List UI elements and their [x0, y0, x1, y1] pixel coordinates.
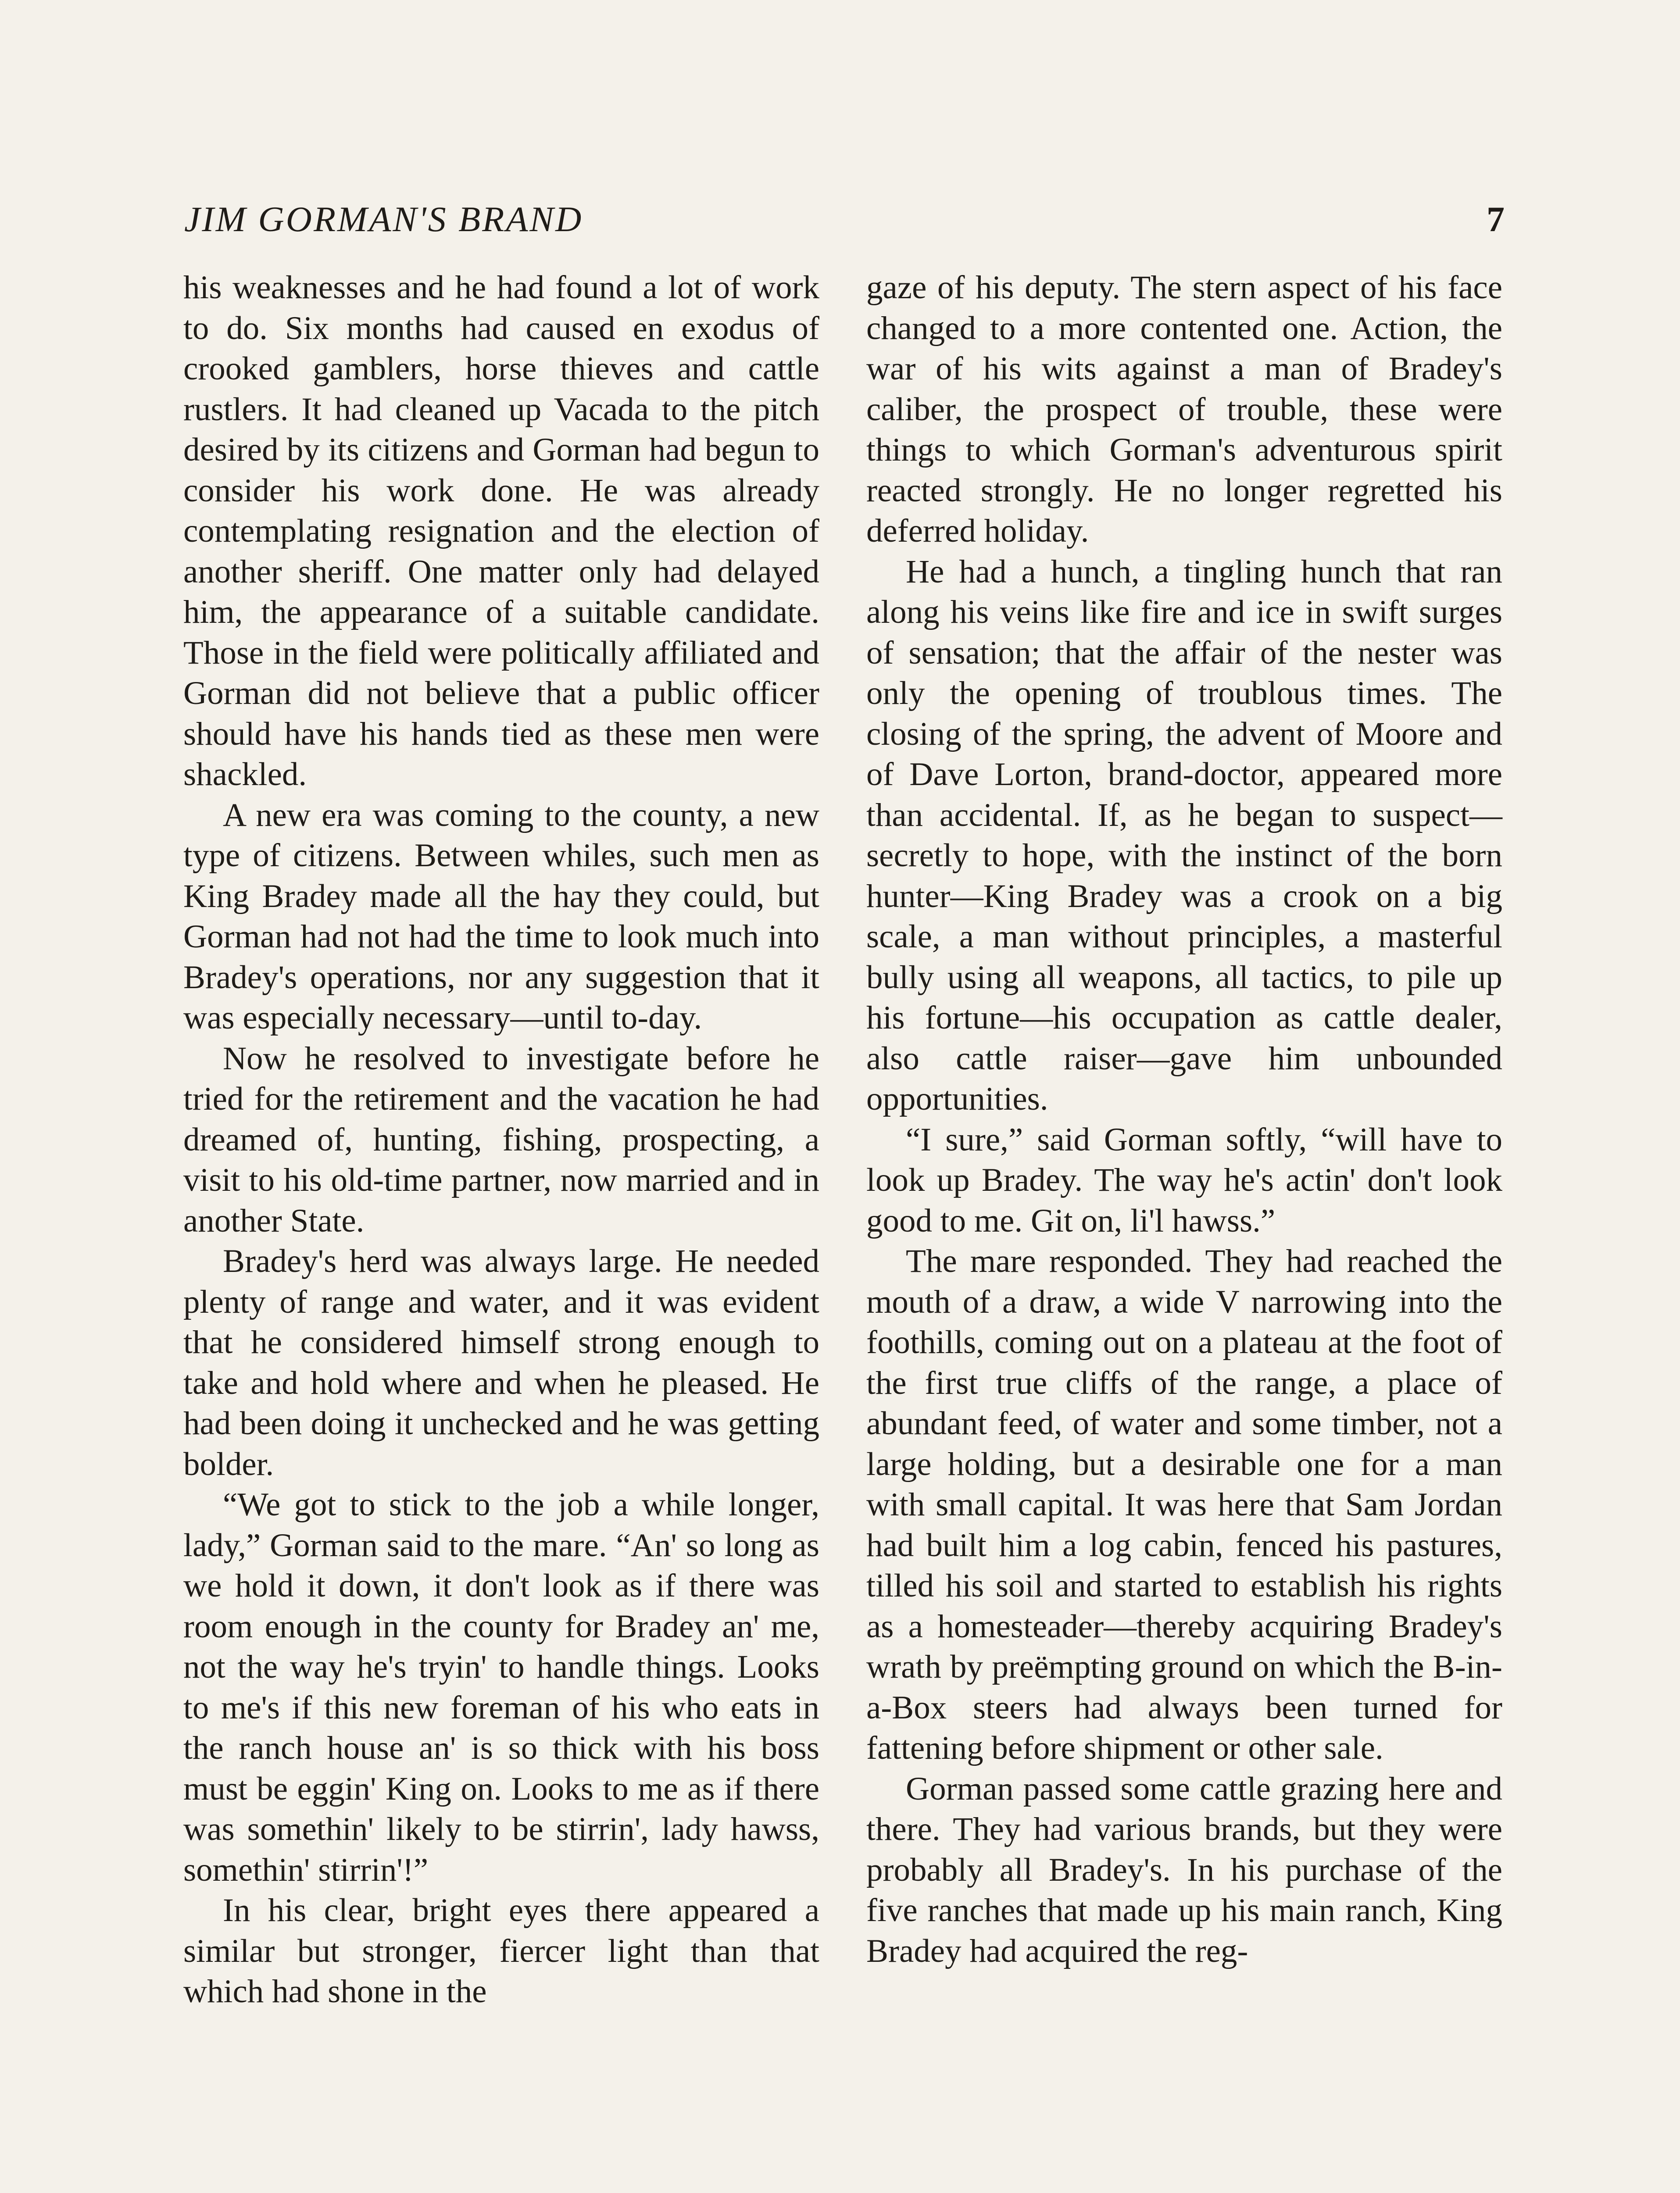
- left-column: [183, 268, 819, 2012]
- paragraph: Now he resolved to investigate before he tried for the retirement and the vacation he had dreamed of, hunting, fishing, prospecting, a visit to his old-time partner, now married and in another State.: [183, 1040, 819, 1239]
- paragraph: In his clear, bright eyes there appeared a similar but stronger, fiercer light than that which had shone in the: [183, 1892, 819, 2010]
- paragraph: Gorman passed some cattle grazing here and there. They had various brands, but they were probably all Bradey's. In his purchase of the five ranches that made up his main ranch, King Bradey had acquired the reg-: [866, 1770, 1502, 1969]
- paragraph: The mare responded. They had reached the mouth of a draw, a wide V narrowing into the foothills, coming out on a plateau at the foot of the first true cliffs of the range, a place of abundant feed, of water and some timber, not a large holding, but a desirable one for a man with small capital. It was here that Sam Jordan had built him a log cabin, fenced his pastures, tilled his soil and started to establish his rights as a homesteader—thereby acquiring Bradey's wrath by preëmpting ground on which the B-in-a-Box steers had always been turned for fattening before shipment or other sale.: [866, 1243, 1502, 1766]
- paragraph: He had a hunch, a tingling hunch that ran along his veins like fire and ice in swift surges of sensation; that the affair of the nester was only the opening of troublous times. The closing of the spring, the advent of Moore and of Dave Lorton, brand-doctor, appeared more than accidental. If, as he began to suspect—secretly to hope, with the instinct of the born hunter—King Bradey was a crook on a big scale, a man without principles, a masterful bully using all weapons, all tactics, to pile up his fortune—his occupation as cattle dealer, also cattle raiser—gave him unbounded opportunities.: [866, 553, 1502, 1117]
- paragraph: “I sure,” said Gorman softly, “will have to look up Bradey. The way he's actin' don't look good to me. Git on, li'l hawss.”: [866, 1121, 1502, 1239]
- page-number: 7: [1487, 199, 1505, 239]
- paragraph: “We got to stick to the job a while longer, lady,” Gorman said to the mare. “An' so long as we hold it down, it don't look as if there was room enough in the county for Bradey an' me, not the way he's tryin' to handle things. Looks to me's if this new foreman of his who eats in the ranch house an' is so thick with his boss must be eggin' King on. Looks to me as if there was somethin' likely to be stirrin', lady hawss, somethin' stirrin'!”: [183, 1486, 819, 1888]
- right-column: [866, 268, 1502, 1972]
- paragraph: gaze of his deputy. The stern aspect of his face changed to a more contented one. Action, the war of his wits against a man of Bradey's caliber, the prospect of trouble, these were things to which Gorman's adventurous spirit reacted strongly. He no longer regretted his deferred holiday.: [866, 269, 1502, 549]
- page-header: [184, 193, 1505, 246]
- paragraph: A new era was coming to the county, a new type of citizens. Between whiles, such men as King Bradey made all the hay they could, but Gorman had not had the time to look much into Bradey's operations, nor any suggestion that it was especially necessary—until to-day.: [183, 796, 819, 1036]
- paragraph: Bradey's herd was always large. He needed plenty of range and water, and it was evident that he considered himself strong enough to take and hold where and when he pleased. He had been doing it unchecked and he was getting bolder.: [183, 1243, 819, 1482]
- running-title: JIM GORMAN'S BRAND: [184, 199, 583, 239]
- paragraph: his weaknesses and he had found a lot of work to do. Six months had caused en exodus of crooked gamblers, horse thieves and cattle rustlers. It had cleaned up Vacada to the pitch desired by its citizens and Gorman had begun to consider his work done. He was already contemplating resignation and the election of another sheriff. One matter only had delayed him, the appearance of a suitable candidate. Those in the field were politically affiliated and Gorman did not believe that a public officer should have his hands tied as these men were shackled.: [183, 269, 819, 793]
